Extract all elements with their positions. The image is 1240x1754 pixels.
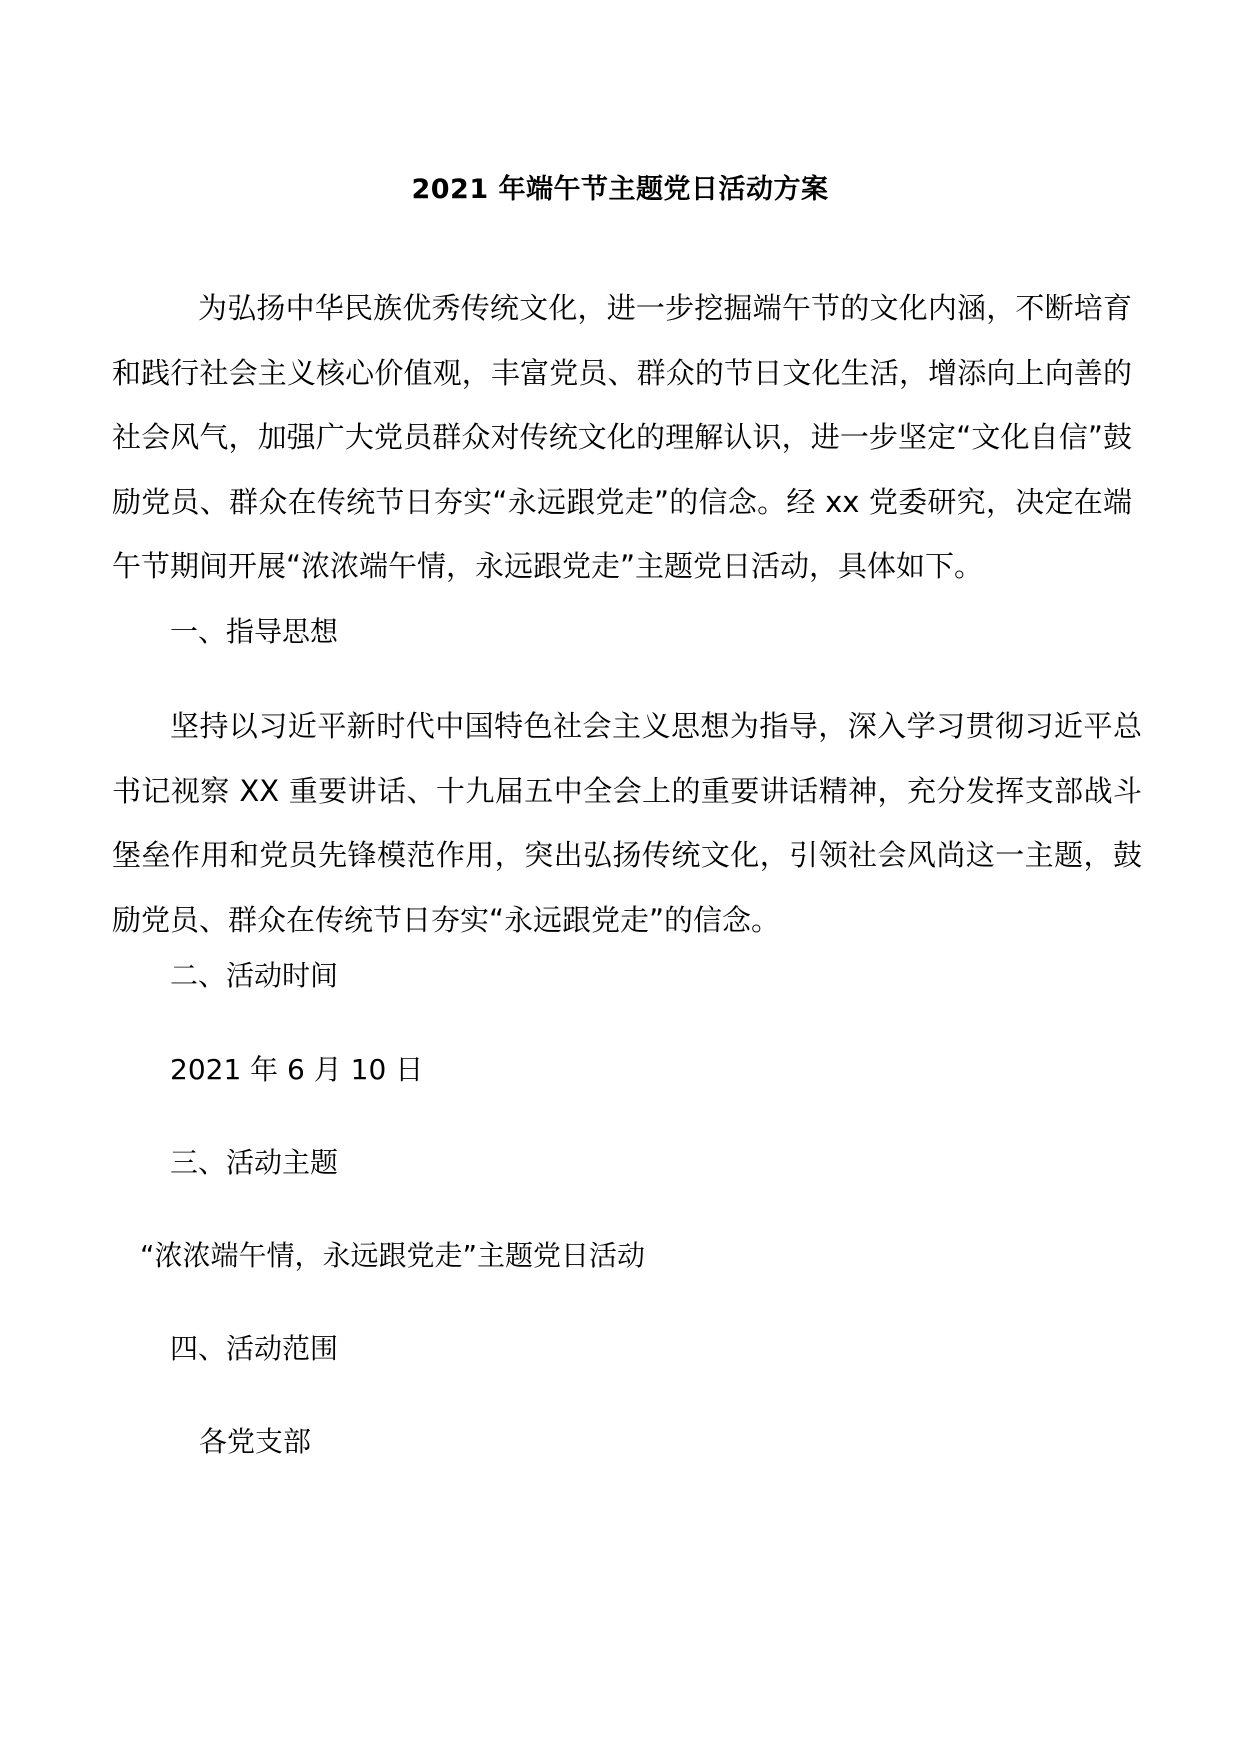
guiding-thought-paragraph: 坚持以习近平新时代中国特色社会主义思想为指导，深入学习贯彻习近平总书记视察 XX 重要讲话、十九届五中全会上的重要讲话精神，充分发挥支部战斗堡垒作用和党员先锋模范作用，突出弘扬传统文化，引领社会风尚这一主题，鼓励党员、群众在传统节日夯实“永远跟党走”的信念。 <box>112 709 1142 937</box>
activity-date: 2021 年 6 月 10 日 <box>170 1053 424 1086</box>
section-heading-activity-scope: 四、活动范围 <box>170 1332 339 1365</box>
section-heading-activity-time: 二、活动时间 <box>170 959 339 992</box>
activity-scope-text: 各党支部 <box>199 1425 312 1458</box>
section-heading-guiding-thought: 一、指导思想 <box>170 615 339 648</box>
document-title: 2021 年端午节主题党日活动方案 <box>411 174 829 205</box>
section-heading-activity-theme: 三、活动主题 <box>170 1146 339 1179</box>
activity-theme-text: “浓浓端午情，永远跟党走”主题党日活动 <box>140 1239 646 1272</box>
intro-paragraph: 为弘扬中华民族优秀传统文化，进一步挖掘端午节的文化内涵，不断培育和践行社会主义核心价值观，丰富党员、群众的节日文化生活，增添向上向善的社会风气，加强广大党员群众对传统文化的理解认识，进一步坚定“文化自信”鼓励党员、群众在传统节日夯实“永远跟党走”的信念。经 xx 党委研究，决定在端午节期间开展“浓浓端午情，永远跟党走”主题党日活动，具体如下。 <box>112 291 1132 583</box>
